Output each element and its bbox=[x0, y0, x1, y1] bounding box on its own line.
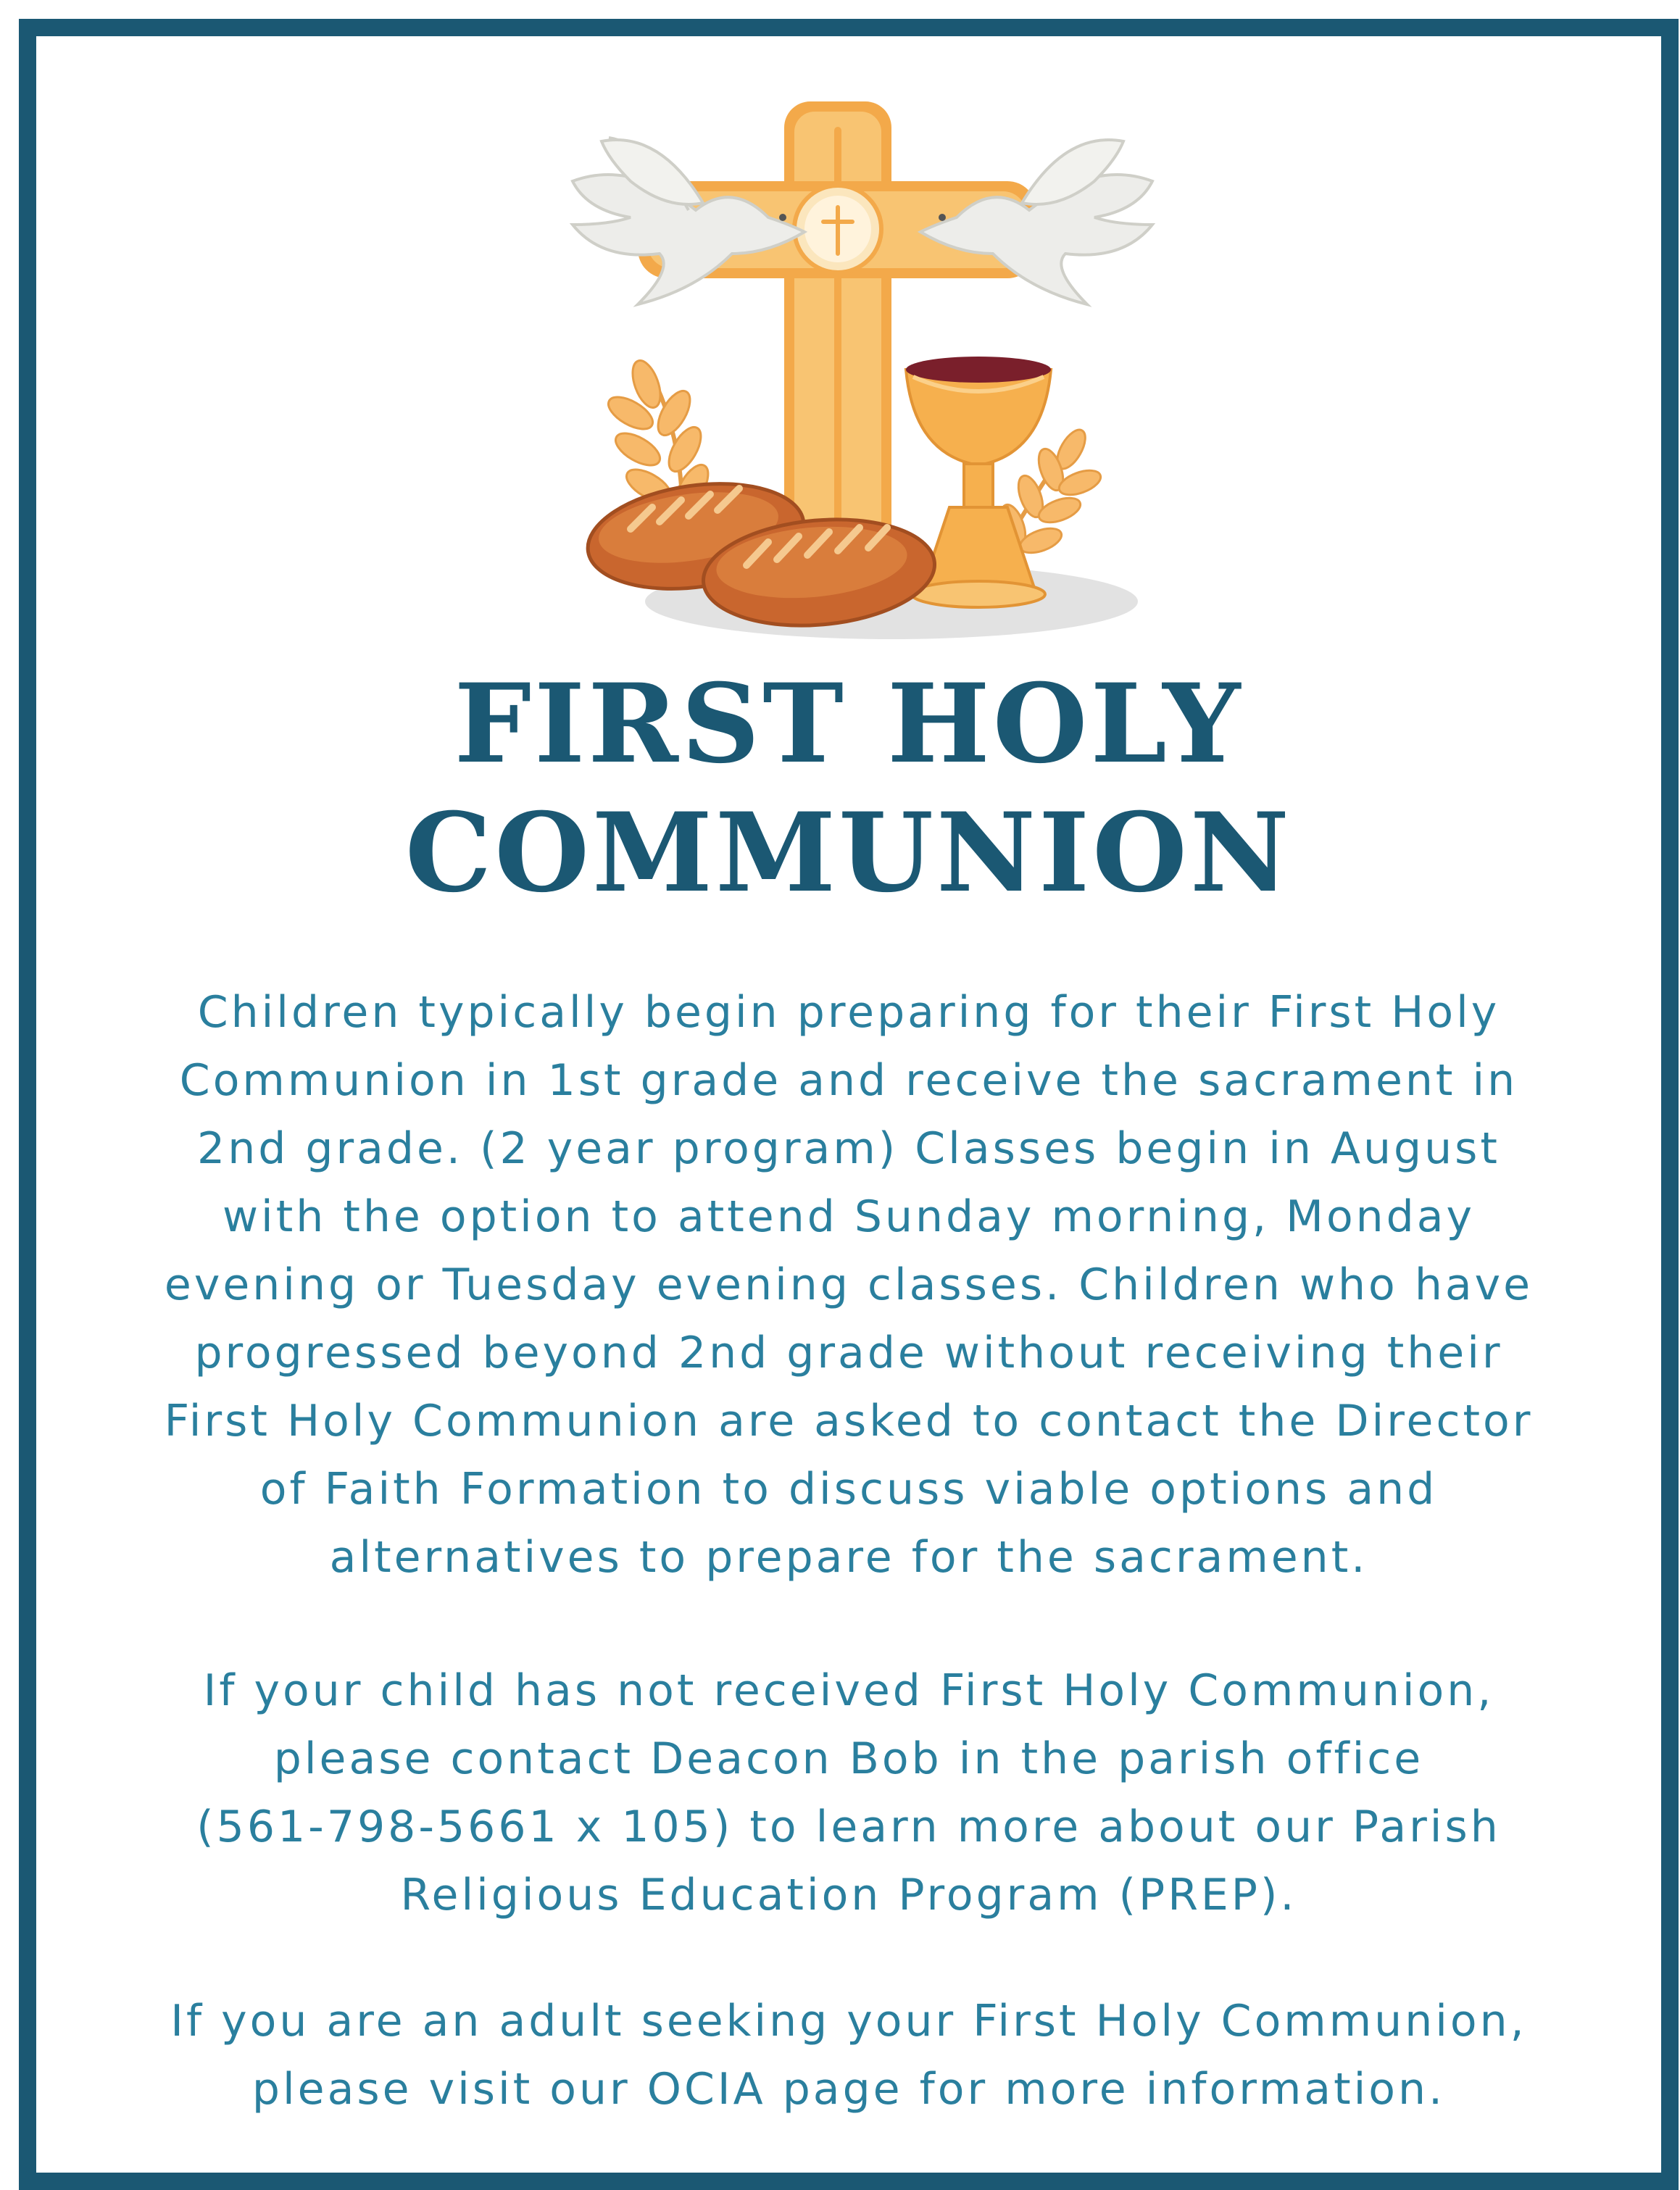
paragraph-line: (561-798-5661 x 105) to learn more about our Parish bbox=[196, 1802, 1501, 1852]
paragraph-line: please contact Deacon Bob in the parish office bbox=[273, 1733, 1424, 1784]
paragraph-line: Religious Education Program (PREP). bbox=[400, 1870, 1297, 1920]
paragraph-line: evening or Tuesday evening classes. Children who have bbox=[164, 1260, 1534, 1310]
paragraph-line: 2nd grade. (2 year program) Classes begin in August bbox=[197, 1123, 1500, 1174]
communion-illustration bbox=[515, 72, 1210, 652]
paragraph-contact-info bbox=[65, 1657, 1632, 1929]
paragraph-line: If your child has not received First Holy Communion, bbox=[203, 1665, 1494, 1716]
paragraph-line: If you are an adult seeking your First Holy Communion, bbox=[170, 1996, 1527, 2047]
host-icon bbox=[794, 186, 881, 272]
dove-icon bbox=[573, 138, 804, 304]
paragraph-line: Children typically begin preparing for their First Holy bbox=[197, 987, 1500, 1038]
title-line-1: FIRST HOLY bbox=[454, 660, 1244, 788]
paragraph-adult-info bbox=[65, 1987, 1632, 2123]
paragraph-line: alternatives to prepare for the sacrament. bbox=[329, 1532, 1368, 1583]
paragraph-line: progressed beyond 2nd grade without receiving their bbox=[194, 1328, 1503, 1378]
page-title bbox=[36, 659, 1661, 917]
paragraph-line: please visit our OCIA page for more information. bbox=[251, 2064, 1446, 2115]
title-line-2: COMMUNION bbox=[405, 789, 1292, 917]
dove-icon bbox=[920, 140, 1152, 304]
page-frame bbox=[19, 19, 1679, 2190]
paragraph-program-info bbox=[65, 978, 1632, 1591]
paragraph-line: First Holy Communion are asked to contact the Director bbox=[164, 1396, 1534, 1446]
paragraph-line: Communion in 1st grade and receive the sacrament in bbox=[179, 1055, 1518, 1106]
paragraph-line: with the option to attend Sunday morning, Monday bbox=[222, 1191, 1476, 1242]
paragraph-line: of Faith Formation to discuss viable options and bbox=[259, 1464, 1438, 1515]
